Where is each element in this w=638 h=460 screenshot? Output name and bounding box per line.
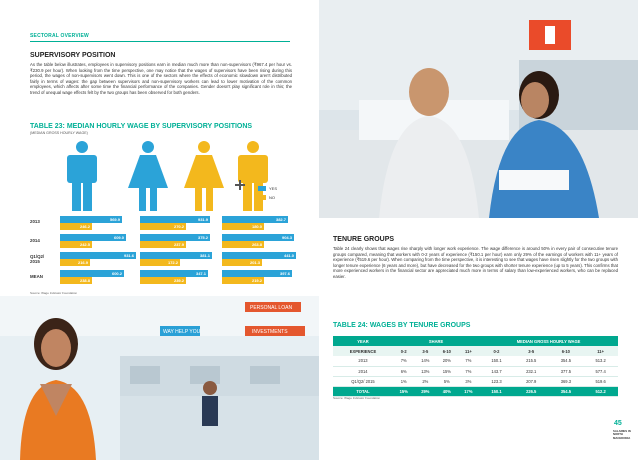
bar-yes xyxy=(222,270,292,277)
publication-tag: SALARIES IN NORTH MACEDONIA xyxy=(613,429,631,440)
table-cell: 150.1 xyxy=(479,356,514,366)
bar-no xyxy=(140,259,180,266)
section-divider xyxy=(30,41,290,42)
table-cell: 40% xyxy=(436,386,458,396)
bar-yes xyxy=(60,234,126,241)
bar-value: 569.9 xyxy=(109,217,120,222)
bar-value: 242.5 xyxy=(79,242,90,247)
bar-value: 397.6 xyxy=(279,271,290,276)
bar-yes xyxy=(140,216,210,223)
row-label-2013: 2013 xyxy=(30,219,40,224)
table-cell: TOTAL xyxy=(333,386,393,396)
col-head: 3-5 xyxy=(514,346,549,356)
table-cell: 2013 xyxy=(333,356,393,366)
table-cell: 226.5 xyxy=(514,386,549,396)
table-subheader-row xyxy=(333,346,618,356)
bar-yes xyxy=(140,252,212,259)
bar-no xyxy=(60,259,90,266)
table-cell: 7% xyxy=(458,356,480,366)
bar-value: 238.8 xyxy=(79,278,90,283)
table-cell: 143.7 xyxy=(479,366,514,376)
table-row xyxy=(333,376,618,386)
bar-no xyxy=(140,277,186,284)
bar-value: 600.2 xyxy=(111,271,122,276)
sign-invest: INVESTMENTS xyxy=(252,329,288,335)
table-row xyxy=(333,356,618,366)
bar-no xyxy=(222,223,264,230)
table-cell: 5% xyxy=(436,376,458,386)
table-cell: 369.3 xyxy=(549,376,584,386)
table-header-row xyxy=(333,336,618,346)
bank-staff-photo xyxy=(0,296,319,460)
tenure-paragraph: Table 24 clearly shows that wages rise sharply with longer work experience. The wage difference is around 50% in every pair of consecutive tenure groups compared, meaning that workers with 0-2 years of experience (₹150.1 per hour) earn only 29% of the earnings of workers with 11+ years of experience (₹519.6 per hour). When comparing from the time perspective, it is interesting to see that wages have risen slightly for the two groups with longer tenure experience (6 years and more), but have decreased for the two groups with shorter tenure experience (up to 5 years). This confirms that more experienced workers in the financial sector are appreciated much more in terms of salary than low-experienced workers, who can be replaced easier. xyxy=(333,246,618,279)
bar-value: 246.2 xyxy=(79,224,90,229)
col-head: 11+ xyxy=(583,346,618,356)
table-cell: 3% xyxy=(458,376,480,386)
bar-yes xyxy=(222,216,288,223)
woman-figure-icon xyxy=(126,140,170,212)
bar-value: 201.3 xyxy=(249,260,260,265)
table-cell: 17% xyxy=(458,386,480,396)
table-cell: 150.1 xyxy=(479,386,514,396)
table-cell: 354.5 xyxy=(549,356,584,366)
woman-figure-icon xyxy=(182,140,226,212)
legend-yes-label: YES xyxy=(269,186,278,191)
table-title: TABLE 23: MEDIAN HOURLY WAGE BY SUPERVISORY POSITIONS xyxy=(30,123,253,130)
bar-no xyxy=(140,241,186,248)
legend-yes-swatch xyxy=(258,186,266,191)
table-cell: 354.5 xyxy=(549,386,584,396)
table-cell: 6% xyxy=(393,366,415,376)
table-cell: 15% xyxy=(436,366,458,376)
bar-yes xyxy=(222,252,296,259)
table-cell: 29% xyxy=(415,386,437,396)
bar-yes xyxy=(60,216,122,223)
bar-value: 904.3 xyxy=(281,235,292,240)
tenure-table xyxy=(333,336,618,397)
bar-yes xyxy=(60,252,136,259)
bar-value: 375.2 xyxy=(197,235,208,240)
body-paragraph: As the table below illustrates, employees in supervisory positions earn in median much more than non-supervisors (₹967.4 per hour vs. ₹230.9 per hour). When looking from the time perspective, one may notice that the wages of supervisors have been rising during this period, the wages of non-supervisors went down. This is one of the sectors where the effects of economic slowdown aren't distributed fairly in terms of wages: the gap between supervisors and non-supervisory workers can lead to lower motivation of the common employees, which affects after some time the financial performance of the companies. Gender doesn't play significant role in this; the trend of unequal wage effects felt by the two groups has been observed for both genders. xyxy=(30,62,292,95)
table-row xyxy=(333,366,618,376)
col-head: 0-2 xyxy=(479,346,514,356)
table-cell: 7% xyxy=(393,356,415,366)
legend-no-label: NO xyxy=(269,195,275,200)
col-experience: EXPERIENCE xyxy=(333,346,393,356)
sign-loan: PERSONAL LOAN xyxy=(250,305,293,311)
bar-value: 381.1 xyxy=(199,253,210,258)
man-figure-icon xyxy=(233,140,273,212)
bar-value: 347.1 xyxy=(195,271,206,276)
bar-yes xyxy=(60,270,124,277)
legend-no xyxy=(258,195,275,200)
table-cell: 2014 xyxy=(333,366,393,376)
bar-no xyxy=(60,223,92,230)
bank-counter-photo xyxy=(319,0,638,218)
page-number: 45 xyxy=(614,420,622,427)
bar-no xyxy=(60,241,92,248)
section-heading: SUPERVISORY POSITION xyxy=(30,52,116,59)
table-cell: 519.6 xyxy=(583,376,618,386)
table-cell: 7% xyxy=(458,366,480,376)
bar-yes xyxy=(140,270,208,277)
source-note: Source: Wage Indicator Foundation xyxy=(30,291,78,295)
col-head: 6-10 xyxy=(436,346,458,356)
source-note: Source: Wage Indicator Foundation xyxy=(333,396,381,400)
man-figure-icon xyxy=(62,140,102,212)
table-total-row xyxy=(333,386,618,396)
bar-value: 931.6 xyxy=(123,253,134,258)
col-median-wage: MEDIAN GROSS HOURLY WAGE xyxy=(479,336,618,346)
col-head: 0-2 xyxy=(393,346,415,356)
col-head: 11+ xyxy=(458,346,480,356)
table-cell: 513.2 xyxy=(583,356,618,366)
bar-value: 270.2 xyxy=(173,224,184,229)
table-cell: 512.2 xyxy=(583,386,618,396)
bar-no xyxy=(222,277,264,284)
table-subtitle: (MEDIAN GROSS HOURLY WAGE) xyxy=(30,131,88,135)
right-page xyxy=(319,0,638,460)
bar-value: 931.9 xyxy=(197,217,208,222)
bar-value: 219.2 xyxy=(251,278,262,283)
row-label-2014: 2014 xyxy=(30,238,40,243)
table-cell: Q1/Q2/ 2015 xyxy=(333,376,393,386)
col-head: 6-10 xyxy=(549,346,584,356)
col-head: 3-5 xyxy=(415,346,437,356)
table-cell: 1% xyxy=(393,376,415,386)
row-label-mean: MEAN xyxy=(30,274,43,279)
bar-value: 180.0 xyxy=(251,224,262,229)
table-cell: 123.3 xyxy=(479,376,514,386)
bar-yes xyxy=(222,234,294,241)
legend-no-swatch xyxy=(258,195,266,200)
table24-title: TABLE 24: WAGES BY TENURE GROUPS xyxy=(333,322,471,329)
table-cell: 14% xyxy=(415,356,437,366)
bar-value: 382.7 xyxy=(275,217,286,222)
bar-value: 263.8 xyxy=(251,242,262,247)
section-label: SECTORAL OVERVIEW xyxy=(30,33,89,39)
bar-no xyxy=(140,223,186,230)
bar-no xyxy=(60,277,92,284)
bar-value: 216.9 xyxy=(77,260,88,265)
sign-help: WAY HELP YOU xyxy=(163,329,201,335)
legend-yes xyxy=(258,186,277,191)
table-cell: 13% xyxy=(415,366,437,376)
row-label-2015: Q1/Q2/ 2015 xyxy=(30,254,45,264)
table-cell: 232.1 xyxy=(514,366,549,376)
bar-value: 609.0 xyxy=(113,235,124,240)
bar-value: 441.0 xyxy=(283,253,294,258)
bar-value: 172.2 xyxy=(167,260,178,265)
bar-no xyxy=(222,241,264,248)
plus-icon xyxy=(235,180,245,190)
table-cell: 215.5 xyxy=(514,356,549,366)
table-cell: 577.4 xyxy=(583,366,618,376)
col-share: SHARE xyxy=(393,336,479,346)
bar-no xyxy=(222,259,262,266)
bar-value: 237.9 xyxy=(173,242,184,247)
table-cell: 20% xyxy=(436,356,458,366)
table-cell: 377.5 xyxy=(549,366,584,376)
table-cell: 2% xyxy=(415,376,437,386)
table-cell: 15% xyxy=(393,386,415,396)
bar-yes xyxy=(140,234,210,241)
bar-value: 239.2 xyxy=(173,278,184,283)
tenure-heading: TENURE GROUPS xyxy=(333,236,395,243)
table-cell: 207.9 xyxy=(514,376,549,386)
col-year: YEAR xyxy=(333,336,393,346)
